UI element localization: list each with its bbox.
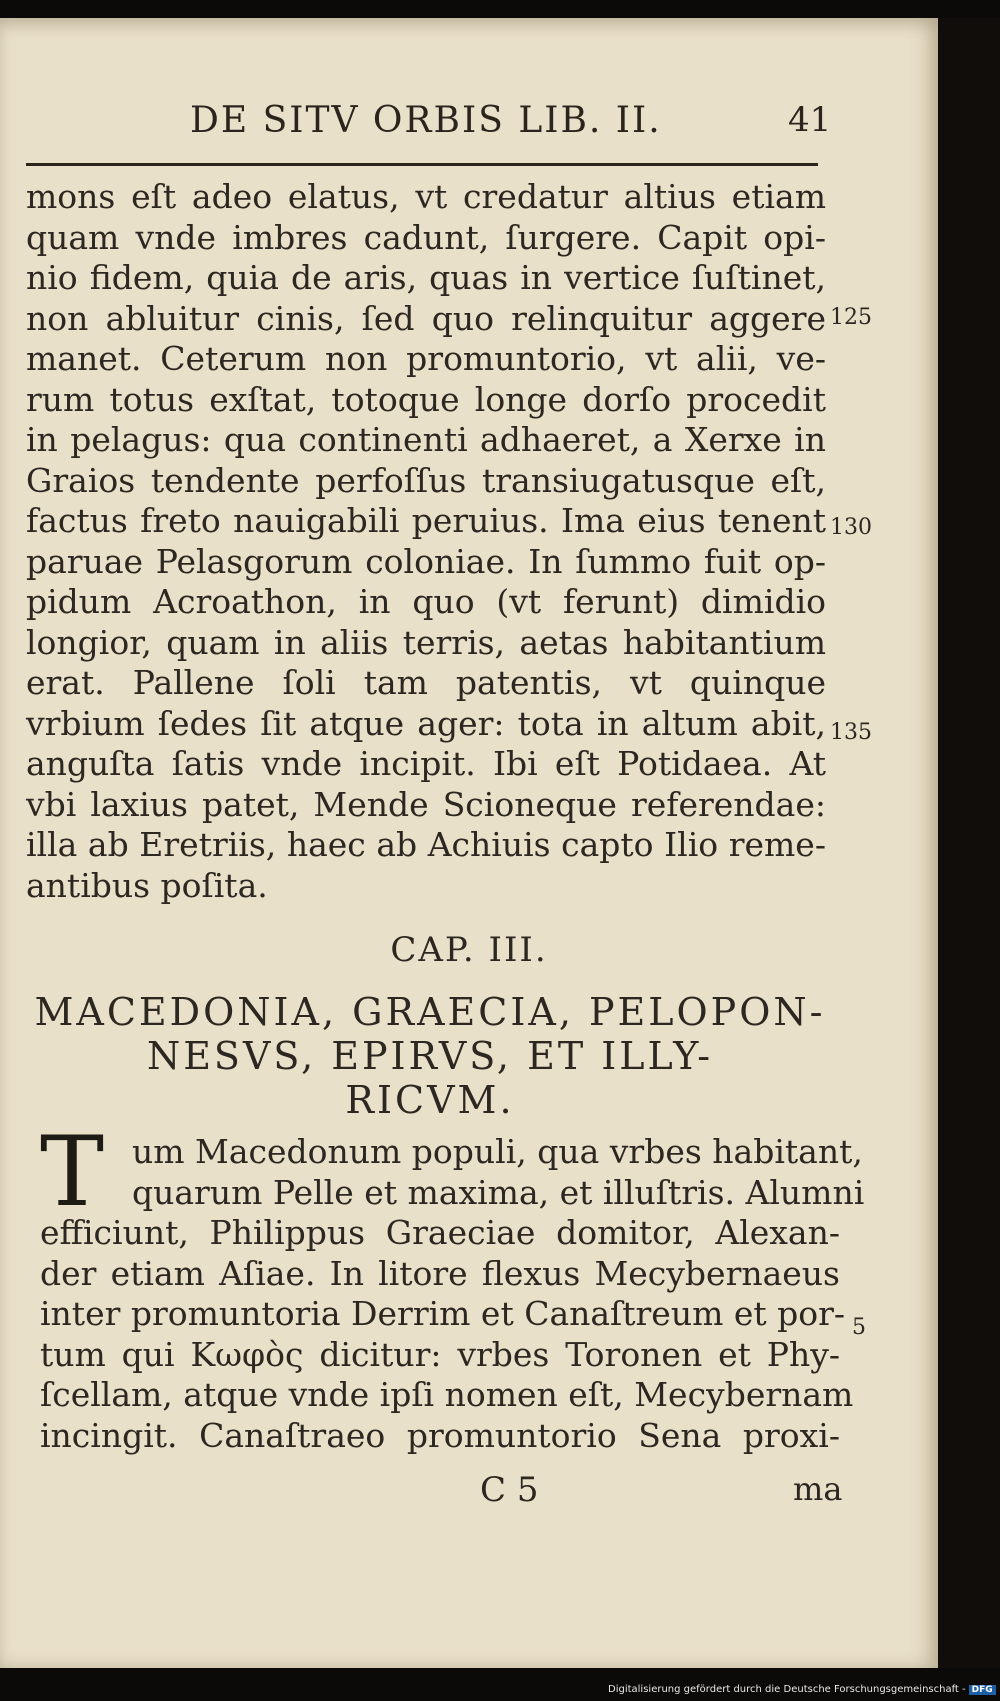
running-head: DE SITV ORBIS LIB. II. bbox=[190, 100, 662, 141]
margin-line-number: 5 bbox=[852, 1315, 866, 1340]
page-number: 41 bbox=[788, 100, 832, 140]
text-line: nio fidem, quia de aris, quas in vertice ſuſtinet, bbox=[26, 258, 826, 297]
body-text bbox=[26, 177, 826, 906]
margin-line-number: 135 bbox=[830, 720, 872, 745]
catchword: ma bbox=[793, 1470, 843, 1508]
text-line: longior, quam in aliis terris, aetas habitantium bbox=[26, 622, 826, 662]
text-line: vrbium ſedes ſit atque ager: tota in altum abit, bbox=[26, 703, 826, 743]
signature-mark: C 5 bbox=[480, 1470, 539, 1510]
text-line: erat. Pallene ſoli tam patentis, vt quinque bbox=[26, 663, 826, 702]
page-header bbox=[0, 100, 938, 150]
chapter-number: CAP. III. bbox=[390, 930, 548, 970]
text-line: incingit. Canaſtraeo promuntorio Sena proxi- bbox=[40, 1415, 840, 1455]
text-line: Graios tendente perfoſſus transiugatusque eſt, bbox=[26, 460, 826, 500]
digitization-credit bbox=[608, 1684, 996, 1695]
text-line: efficiunt, Philippus Graeciae domitor, Alexan- bbox=[40, 1213, 840, 1252]
text-line: in pelagus: qua continenti adhaeret, a Xerxe in bbox=[26, 420, 826, 459]
text-line: quarum Pelle et maxima, et illuſtris. Alumni bbox=[132, 1172, 865, 1212]
text-line: vbi laxius patet, Mende Scioneque referendae: bbox=[26, 784, 826, 824]
chapter-title-line: NESVS, EPIRVS, ET ILLY- bbox=[146, 1034, 714, 1078]
chapter-title bbox=[30, 990, 830, 1122]
dfg-logo: DFG bbox=[969, 1685, 996, 1695]
chapter-title-line: MACEDONIA, GRAECIA, PELOPON- bbox=[34, 990, 826, 1034]
text-line: der etiam Aſiae. In litore flexus Mecybernaeus bbox=[40, 1253, 840, 1293]
text-line: quam vnde imbres cadunt, ſurgere. Capit opi- bbox=[26, 217, 826, 257]
page-edge bbox=[938, 18, 1000, 1668]
header-rule bbox=[26, 163, 818, 166]
chapter-text bbox=[40, 1132, 865, 1456]
text-line: antibus poſita. bbox=[26, 865, 268, 905]
text-line: mons eſt adeo elatus, vt credatur altius etiam bbox=[26, 177, 826, 216]
text-line: inter promuntoria Derrim et Canaſtreum et por- bbox=[40, 1294, 846, 1333]
chapter-title-line: RICVM. bbox=[345, 1078, 515, 1122]
text-line: um Macedonum populi, qua vrbes habitant, bbox=[132, 1132, 863, 1171]
text-line: tum qui Κωφὸς dicitur: vrbes Toronen et Phy- bbox=[40, 1334, 840, 1374]
drop-cap: T bbox=[40, 1116, 105, 1228]
credit-text: Digitalisierung gefördert durch die Deutsche Forschungsgemeinschaft - bbox=[608, 1684, 966, 1695]
margin-line-number: 125 bbox=[830, 305, 872, 330]
margin-line-number: 130 bbox=[830, 515, 872, 540]
text-line: anguſta ſatis vnde incipit. Ibi eſt Potidaea. At bbox=[26, 744, 826, 783]
text-line: manet. Ceterum non promuntorio, vt alii, ve- bbox=[26, 339, 826, 378]
text-line: non abluitur cinis, ſed quo relinquitur aggere bbox=[26, 298, 826, 338]
text-line: paruae Pelasgorum coloniae. In ſummo fuit op- bbox=[26, 541, 826, 581]
text-line: illa ab Eretriis, haec ab Achiuis capto Ilio reme- bbox=[26, 825, 826, 864]
text-line: ſcellam, atque vnde ipſi nomen eſt, Mecybernam bbox=[40, 1375, 854, 1414]
text-line: pidum Acroathon, in quo (vt ferunt) dimidio bbox=[26, 582, 826, 621]
text-line: factus freto nauigabili peruius. Ima eius tenent bbox=[26, 501, 826, 540]
text-line: rum totus exſtat, totoque longe dorſo procedit bbox=[26, 379, 826, 419]
